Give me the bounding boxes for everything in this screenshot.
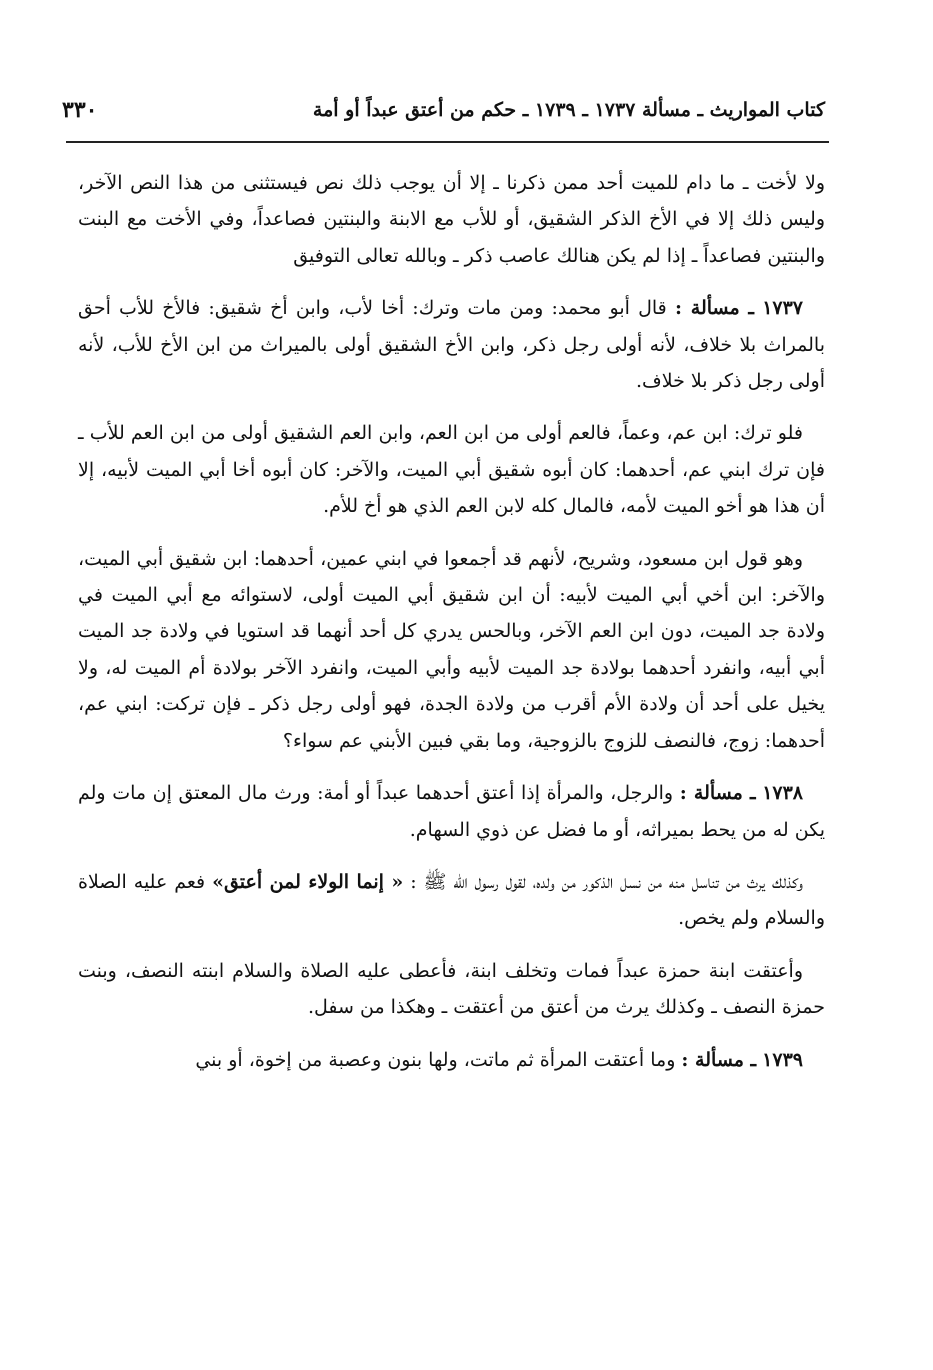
paragraph-text: وما أعتقت المرأة ثم ماتت، ولها بنون وعصبة من إخوة، أو بني	[195, 1048, 676, 1071]
issue-label: ـ مسألة :	[674, 297, 754, 320]
issue-number: ١٧٣٩	[762, 1048, 803, 1071]
paragraph-text-after: فعم عليه الصلاة والسلام ولم يخص.	[78, 870, 825, 930]
issue-label: ـ مسألة :	[679, 782, 756, 805]
paragraph-text: وهو قول ابن مسعود، وشريح، لأنهم قد أجمعوا في ابني عمين، أحدهما: ابن شقيق أبي الميت، والآخر: ابن أخي أبي الميت لأبيه: أن ابن شقيق أبي الميت أولى، لاستوائه مع أبي الميت في ولادة جد الميت، دون ابن العم الآخر، وبالحس يدري كل أحد أنهما قد استويا في ولادة جد الميت أبي أبيه، وانفرد أحدهما بولادة جد الميت لأبيه وأبي الميت، وانفرد الآخر بولادة أم الميت له، ولا يخيل على أحد أن ولادة الأم أقرب من ولادة الجدة، فهو أولى رجل ذكر ـ فإن تركت: ابني عم، أحدهما: زوج، فالنصف للزوج بالزوجية، وما بقي فبين الأبني عم سواء؟	[78, 547, 825, 752]
paragraph	[78, 415, 825, 524]
issue-1737	[78, 290, 825, 399]
paragraph	[78, 165, 825, 274]
running-header	[62, 92, 825, 128]
paragraph-text: وأعتقت ابنة حمزة عبداً فمات وتخلف ابنة، فأعطى عليه الصلاة والسلام ابنته النصف، وبنت حمزة النصف ـ وكذلك يرث من أعتق من أعتقت ـ وهكذا من سفل.	[78, 959, 825, 1019]
issue-1738	[78, 775, 825, 848]
paragraph	[78, 953, 825, 1026]
paragraph	[78, 864, 825, 937]
page-number: ٣٣٠	[62, 97, 98, 123]
hadith-quote: « إنما الولاء لمن أعتق»	[212, 870, 404, 893]
paragraph-text: فلو ترك: ابن عم، وعماً، فالعم أولى من ابن العم، وابن العم الشقيق أولى من ابن العم للأب ـ فإن ترك ابني عم، أحدهما: كان أبوه شقيق أبي الميت، والآخر: كان أبوه أخا أبي الميت لأبيه، إلا أن هذا هو أخو الميت لأمه، فالمال كله لابن العم الذي هو أخ للأم.	[78, 422, 826, 518]
issue-label: ـ مسألة :	[681, 1048, 757, 1071]
header-divider	[66, 141, 829, 143]
paragraph	[78, 541, 825, 759]
chapter-title: كتاب المواريث ـ مسألة ١٧٣٧ ـ ١٧٣٩ ـ حكم من أعتق عبداً أو أمة	[312, 99, 825, 121]
body-text	[78, 165, 825, 1094]
paragraph-text: ولا لأخت ـ ما دام للميت أحد ممن ذكرنا ـ إلا أن يوجب ذلك نص فيستثنى من هذا النص الآخر، وليس ذلك إلا في الأخ الذكر الشقيق، أو للأب مع الابنة والبنتين فصاعداً، وفي الأخت مع البنت والبنتين فصاعداً ـ إذا لم يكن هنالك عاصب ذكر ـ وبالله تعالى التوفيق	[78, 172, 825, 267]
issue-1739	[78, 1042, 825, 1078]
issue-number: ١٧٣٨	[762, 782, 804, 805]
issue-number: ١٧٣٧	[762, 297, 804, 320]
paragraph-text: قال أبو محمد: ومن مات وترك: أخا لأب، وابن أخ شقيق: فالأخ للأب أحق بالمراث بلا خلاف، لأنه أولى رجل ذكر، وابن الأخ الشقيق أولى بالميراث من ابن الأخ للأب، لأنه أولى رجل ذكر بلا خلاف.	[78, 297, 825, 393]
paragraph-text: وكذلك يرث من تناسل منه من نسل الذكور من ولده، لقول رسول الله ﷺ :	[410, 870, 803, 893]
paragraph-text: والرجل، والمرأة إذا أعتق أحدهما عبداً أو أمة: ورث مال المعتق إن مات ولم يكن له من يحط بميراثه، أو ما فضل عن ذوي السهام.	[78, 782, 825, 841]
